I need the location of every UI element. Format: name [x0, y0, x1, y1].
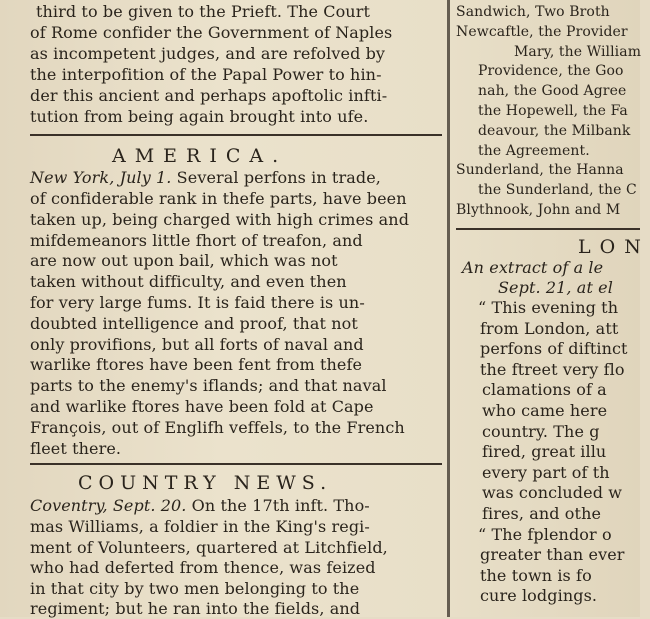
america-line: taken without difficulty, and even then	[30, 272, 347, 292]
country-line: who had deferted from thence, was feized	[30, 558, 376, 577]
country-line: in that city by two men belonging to the	[30, 578, 360, 598]
america-line: are now out upon bail, which was not	[30, 251, 338, 271]
ship-list-line: nah, the Good Agree	[478, 83, 627, 100]
america-line: doubted intelligence and proof, that not	[30, 313, 358, 333]
america-line: Several perfons in trade,	[171, 168, 381, 187]
ship-list-line: Providence, the Goo	[478, 63, 624, 80]
america-line: mifdemeanors little fhort of treafon, and	[30, 230, 363, 250]
america-line: taken up, being charged with high crimes and	[30, 209, 410, 229]
london-dateline: Sept. 21, at el	[498, 278, 613, 297]
london-line: country. The g	[482, 421, 600, 441]
london-line: the town is fo	[480, 565, 592, 585]
ship-list-line: Blythnook, John and M	[456, 202, 621, 218]
america-first-line	[30, 168, 381, 188]
paragraph-line: der this ancient and perhaps apoftolic infti-	[30, 86, 388, 105]
london-line: every part of th	[482, 462, 610, 482]
country-line: ment of Volunteers, quartered at Litchfield,	[30, 537, 388, 557]
america-line: warlike ftores have been fent from thefe	[30, 355, 363, 375]
london-line: was concluded w	[482, 483, 623, 503]
london-line: from London, att	[480, 318, 619, 338]
america-line: parts to the enemy's iflands; and that naval	[30, 376, 387, 396]
country-line: On the 17th inft. Tho-	[186, 496, 370, 515]
america-line: and warlike ftores have been fold at Cape	[30, 397, 374, 416]
ship-list-line: the Hopewell, the Fa	[478, 103, 628, 119]
america-line: fleet there.	[30, 438, 122, 458]
section-divider	[30, 463, 442, 465]
london-line: who came here	[482, 401, 608, 420]
america-dateline: New York, July 1.	[30, 168, 172, 187]
london-heading: LON	[578, 236, 650, 258]
country-line: mas Williams, a foldier in the King's regi-	[30, 517, 370, 536]
section-divider	[456, 228, 640, 230]
column-rule	[447, 0, 450, 617]
paragraph-line: of Rome confider the Government of Naples	[30, 23, 393, 42]
country-line: regiment; but he ran into the fields, and	[30, 599, 361, 618]
ship-list-line: Mary, the William	[514, 43, 642, 60]
london-line: greater than ever	[480, 545, 625, 565]
country-news-heading: COUNTRY NEWS.	[78, 472, 333, 494]
london-line: “ The fplendor o	[478, 524, 612, 544]
paragraph-line: as incompetent judges, and are refolved by	[30, 44, 386, 63]
london-line: cure lodgings.	[480, 586, 598, 606]
ship-list-line: deavour, the Milbank	[478, 122, 631, 139]
london-line: fires, and othe	[482, 504, 602, 523]
america-line: only provifions, but all forts of naval and	[30, 334, 364, 354]
america-line: François, out of Englifh veffels, to the French	[30, 417, 405, 437]
london-line: fired, great illu	[482, 442, 607, 462]
london-line: clamations of a	[482, 380, 607, 400]
ship-list-line: the Sunderland, the C	[478, 182, 637, 199]
paragraph-line: tution from being again brought into ufe.	[30, 107, 369, 126]
section-divider	[30, 134, 442, 136]
london-subheading: An extract of a le	[462, 258, 604, 277]
paragraph-line: third to be given to the Prieft. The Court	[36, 2, 370, 21]
ship-list-line: Newcaftle, the Provider	[456, 23, 628, 40]
country-dateline: Coventry, Sept. 20.	[30, 496, 187, 515]
america-line: for very large fums. It is faid there is un-	[30, 293, 365, 312]
ship-list-line: Sunderland, the Hanna	[456, 162, 624, 179]
london-line: perfons of diftinct	[480, 339, 628, 359]
ship-list-line: Sandwich, Two Broth	[456, 4, 610, 20]
america-heading: AMERICA.	[112, 145, 288, 167]
ship-list-line: the Agreement.	[478, 142, 590, 159]
paragraph-line: the interpofition of the Papal Power to hin-	[30, 65, 382, 84]
right-column	[452, 0, 650, 617]
london-line: the ftreet very flo	[480, 359, 625, 379]
london-line: “ This evening th	[478, 298, 619, 317]
america-line: of confiderable rank in thefe parts, have been	[30, 189, 407, 208]
country-first-line	[30, 496, 370, 516]
